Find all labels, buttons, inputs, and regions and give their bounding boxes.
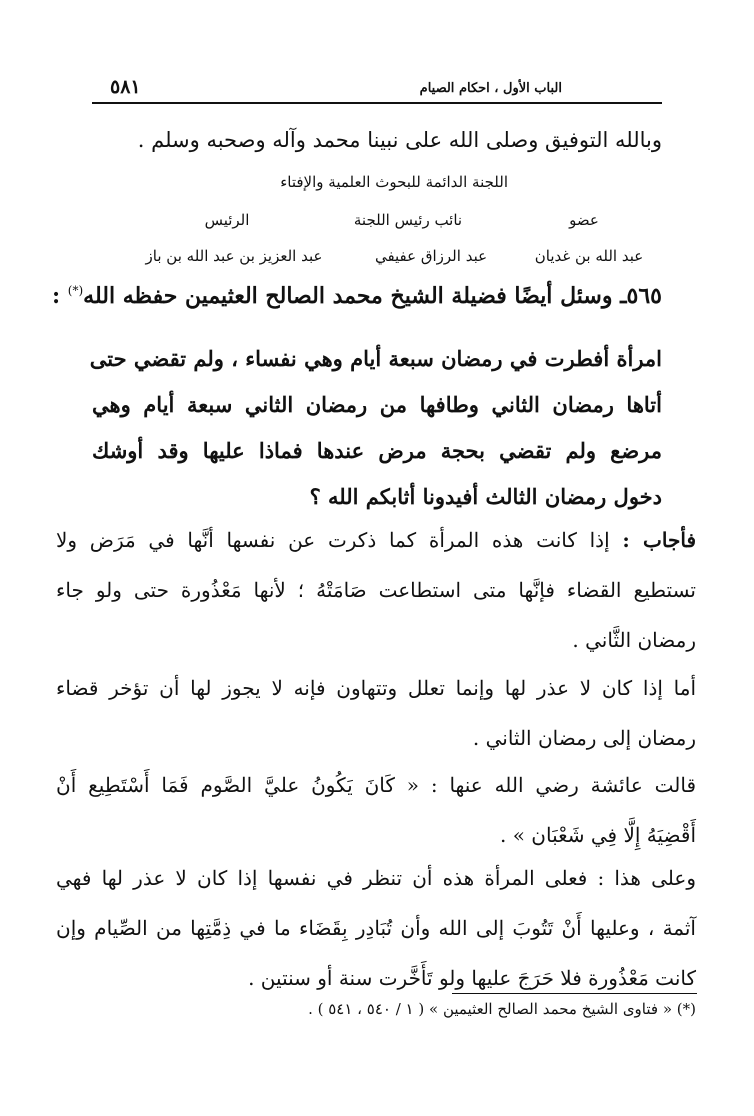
signatory-name-deputy: عبد الرزاق عفيفي bbox=[374, 247, 488, 265]
signatory-name-chairman: عبد العزيز بن عبد الله بن باز bbox=[145, 247, 323, 265]
answer-line: قالت عائشة رضي الله عنها : « كَانَ يَكُونُ عليَّ الصَّوم فَمَا أَسْتَطِيع أَنْ bbox=[56, 773, 696, 797]
answer-paragraph bbox=[56, 853, 696, 1003]
question-line: امرأة أفطرت في رمضان سبعة أيام وهي نفساء ، ولم تقضي حتى bbox=[89, 346, 662, 371]
signatory-name-member: عبد الله بن غديان bbox=[534, 247, 644, 265]
question-line: مرضع ولم تقضي بحجة مرض عندها فماذا عليها وقد أوشك bbox=[92, 438, 662, 463]
question-line: دخول رمضان الثالث أفيدونا أثابكم الله ؟ bbox=[309, 484, 662, 509]
answer-line: رمضان إلى رمضان الثاني . bbox=[472, 726, 696, 750]
footnote-rule bbox=[452, 993, 697, 994]
answer-lead: فأجاب : bbox=[622, 528, 697, 552]
footnote-marker: (*) bbox=[67, 283, 84, 298]
running-title: الباب الأول ، احكام الصيام bbox=[419, 81, 562, 96]
answer-line: كانت مَعْذُورة فلا حَرَجَ عليها ولو تَأَخَّرت سنة أو سنتين . bbox=[248, 966, 696, 990]
question-heading bbox=[52, 283, 662, 309]
committee-name: اللجنة الدائمة للبحوث العلمية والإفتاء bbox=[280, 173, 508, 191]
answer-paragraph bbox=[56, 515, 696, 665]
answer-line: رمضان الثَّاني . bbox=[572, 628, 696, 652]
closing-line: وبالله التوفيق وصلى الله على نبينا محمد وآله وصحبه وسلم . bbox=[137, 128, 662, 152]
signatory-title-member: عضو bbox=[569, 211, 599, 229]
footnote: (*) « فتاوى الشيخ محمد الصالح العثيمين » ( ١ / ٥٤٠ ، ٥٤١ ) . bbox=[308, 1000, 696, 1018]
question-text bbox=[89, 336, 662, 520]
answer-line: أما إذا كان لا عذر لها وإنما تعلل وتتهاون فإنه لا يجوز لها أن تؤخر قضاء bbox=[56, 676, 696, 700]
question-heading-colon: : bbox=[52, 283, 68, 309]
header-rule bbox=[92, 102, 662, 104]
page-number: ٥٨١ bbox=[110, 76, 141, 98]
signatory-title-chairman: الرئيس bbox=[204, 211, 250, 229]
answer-line: آثمة ، وعليها أَنْ تَتُوبَ إلى الله وأن تُبَادِر بِقَضَاء ما في ذِمَّتِها من الصِّيام وإن bbox=[56, 916, 696, 940]
answer-line: تستطيع القضاء فإنَّها متى استطاعت صَامَتْهُ ؛ لأنها مَعْذُورة حتى ولو جاء bbox=[56, 578, 696, 602]
signatory-title-deputy: نائب رئيس اللجنة bbox=[353, 211, 463, 229]
answer-paragraph bbox=[56, 663, 696, 763]
answer-line: وعلى هذا : فعلى المرأة هذه أن تنظر في نفسها إذا كان لا عذر لها فهي bbox=[56, 866, 696, 890]
answer-line: أَقْضِيَهُ إِلَّا فِي شَعْبَان » . bbox=[499, 823, 696, 847]
answer-paragraph bbox=[56, 760, 696, 860]
question-line: أتاها رمضان الثاني وطافها من رمضان الثاني سبعة أيام وهي bbox=[92, 392, 662, 417]
question-heading-text: ٥٦٥ـ وسئل أيضًا فضيلة الشيخ محمد الصالح العثيمين حفظه الله bbox=[83, 283, 662, 309]
answer-line bbox=[56, 515, 696, 565]
answer-line-text: إذا كانت هذه المرأة كما ذكرت عن نفسها أنَّها في مَرَض ولا bbox=[56, 528, 610, 552]
page-header bbox=[92, 70, 662, 104]
